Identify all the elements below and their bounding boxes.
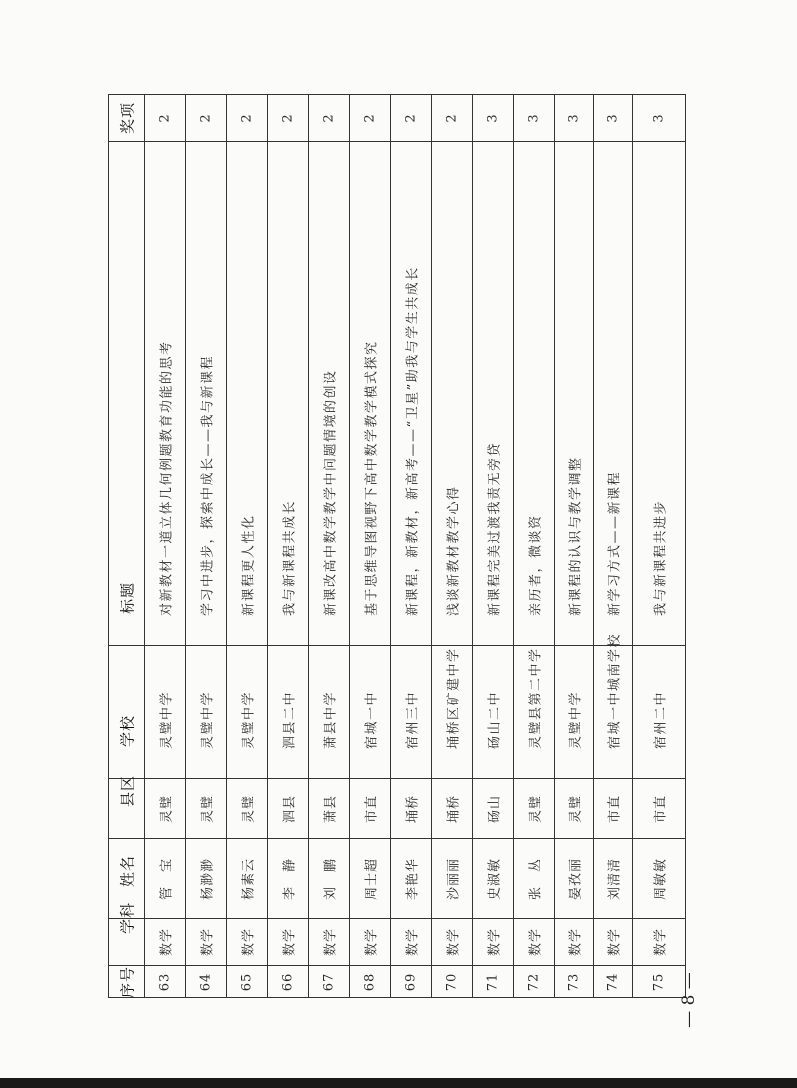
award-value: 2 <box>157 113 173 123</box>
county-cell <box>555 779 594 839</box>
county-cell <box>145 779 186 839</box>
county-value: 灵璧 <box>568 794 584 823</box>
title-row <box>109 142 686 646</box>
county-value: 市直 <box>653 794 669 823</box>
seq-value: 71 <box>485 972 501 991</box>
school-value: 萧县中学 <box>323 690 339 749</box>
subject-value: 数学 <box>653 927 669 957</box>
school-value: 泗县二中 <box>282 690 298 749</box>
award-cell <box>391 95 432 142</box>
header-county-cell <box>109 774 145 839</box>
award-cell <box>633 95 686 142</box>
subject-cell <box>633 919 686 966</box>
school-cell <box>432 646 473 779</box>
school-value: 宿州二中 <box>653 690 669 749</box>
subject-cell <box>309 919 350 966</box>
seq-cell <box>514 966 555 998</box>
awards-table <box>108 94 686 998</box>
seq-cell <box>350 966 391 998</box>
school-cell <box>309 646 350 779</box>
subject-cell <box>268 919 309 966</box>
school-cell <box>227 646 268 779</box>
county-value: 灵璧 <box>241 794 257 823</box>
title-cell <box>227 142 268 646</box>
seq-value: 72 <box>526 972 542 991</box>
award-cell <box>268 95 309 142</box>
county-cell <box>186 779 227 839</box>
award-value: 3 <box>651 113 667 123</box>
award-value: 2 <box>403 113 419 123</box>
seq-cell <box>594 966 633 998</box>
subject-cell <box>594 919 633 966</box>
school-cell <box>186 646 227 779</box>
page-number-text: — 8 — <box>679 972 699 1028</box>
title-cell <box>391 142 432 646</box>
header-title: 标题 <box>118 581 136 614</box>
seq-cell <box>268 966 309 998</box>
header-school: 学校 <box>118 714 136 747</box>
name-value: 杨渺渺 <box>200 857 216 900</box>
county-value: 灵璧 <box>200 794 216 823</box>
title-cell <box>432 142 473 646</box>
award-cell <box>227 95 268 142</box>
name-value: 刘清清 <box>607 857 623 900</box>
seq-value: 66 <box>280 972 296 991</box>
county-cell <box>309 779 350 839</box>
award-cell <box>145 95 186 142</box>
name-value: 刘 鹏 <box>323 857 339 900</box>
award-value: 2 <box>362 113 378 123</box>
name-cell <box>594 839 633 919</box>
school-cell <box>633 646 686 779</box>
name-value: 管 宝 <box>159 857 175 900</box>
title-value: 新课程完美过渡我责无旁贷 <box>487 441 503 616</box>
county-cell <box>633 779 686 839</box>
county-cell <box>227 779 268 839</box>
name-cell <box>350 839 391 919</box>
county-value: 埇桥 <box>405 794 421 823</box>
seq-value: 73 <box>566 972 582 991</box>
title-cell <box>555 142 594 646</box>
name-value: 晏孜丽 <box>568 857 584 900</box>
subject-cell <box>186 919 227 966</box>
name-value: 周敏敏 <box>653 857 669 900</box>
name-value: 张 丛 <box>528 857 544 900</box>
subject-value: 数学 <box>241 927 257 957</box>
school-value: 宿城一中城南学校 <box>607 632 623 749</box>
seq-value: 75 <box>651 972 667 991</box>
title-value: 新课改高中数学教学中问题情境的创设 <box>323 369 339 616</box>
award-cell <box>350 95 391 142</box>
school-cell <box>350 646 391 779</box>
subject-cell <box>391 919 432 966</box>
school-value: 灵璧中学 <box>241 690 257 749</box>
county-value: 灵璧 <box>159 794 175 823</box>
school-cell <box>555 646 594 779</box>
award-value: 2 <box>198 113 214 123</box>
subject-cell <box>145 919 186 966</box>
school-cell <box>514 646 555 779</box>
seq-cell <box>145 966 186 998</box>
school-cell <box>145 646 186 779</box>
header-seq: 序号 <box>118 965 136 998</box>
header-county: 县区 <box>118 774 136 807</box>
award-cell <box>473 95 514 142</box>
county-value: 萧县 <box>323 794 339 823</box>
subject-cell <box>514 919 555 966</box>
award-value: 2 <box>280 113 296 123</box>
subject-value: 数学 <box>487 927 503 957</box>
name-value: 杨素云 <box>241 857 257 900</box>
name-cell <box>268 839 309 919</box>
name-cell <box>633 839 686 919</box>
title-value: 浅谈新教材教学心得 <box>446 485 462 616</box>
seq-cell <box>227 966 268 998</box>
school-cell <box>391 646 432 779</box>
title-value: 新课程，新教材，新高考——“卫星”助我与学生共成长 <box>405 266 421 616</box>
school-cell <box>268 646 309 779</box>
award-value: 2 <box>239 113 255 123</box>
award-value: 3 <box>605 113 621 123</box>
header-school-cell <box>109 646 145 779</box>
title-value: 我与新课程共进步 <box>653 499 669 616</box>
county-row <box>109 779 686 839</box>
county-value: 砀山 <box>487 794 503 823</box>
award-value: 2 <box>444 113 460 123</box>
title-value: 基于思维导图视野下高中数学教学模式探究 <box>364 340 380 616</box>
award-cell <box>432 95 473 142</box>
school-value: 灵璧县第二中学 <box>528 647 544 749</box>
subject-value: 数学 <box>607 927 623 957</box>
name-value: 史淑敏 <box>487 857 503 900</box>
school-value: 灵璧中学 <box>200 690 216 749</box>
subject-value: 数学 <box>200 927 216 957</box>
title-cell <box>309 142 350 646</box>
subject-cell <box>432 919 473 966</box>
title-value: 新课程更人性化 <box>241 514 257 616</box>
seq-cell <box>309 966 350 998</box>
award-row <box>109 95 686 142</box>
name-value: 沙丽丽 <box>446 857 462 900</box>
subject-value: 数学 <box>528 927 544 957</box>
name-cell <box>432 839 473 919</box>
school-value: 埇桥区矿建中学 <box>446 647 462 749</box>
title-cell <box>268 142 309 646</box>
award-value: 3 <box>485 113 501 123</box>
header-name: 姓名 <box>118 854 136 887</box>
name-cell <box>473 839 514 919</box>
header-award: 奖项 <box>118 101 136 135</box>
seq-value: 69 <box>403 972 419 991</box>
seq-cell <box>186 966 227 998</box>
seq-value: 65 <box>239 972 255 991</box>
header-subject-cell <box>109 901 145 966</box>
name-cell <box>227 839 268 919</box>
header-title-cell <box>109 142 145 646</box>
school-cell <box>473 646 514 779</box>
title-value: 新学习方式——新课程 <box>607 470 623 616</box>
header-seq-cell <box>109 966 145 998</box>
county-cell <box>473 779 514 839</box>
subject-value: 数学 <box>364 927 380 957</box>
county-cell <box>432 779 473 839</box>
title-cell <box>186 142 227 646</box>
subject-value: 数学 <box>446 927 462 957</box>
county-value: 埇桥 <box>446 794 462 823</box>
name-cell <box>514 839 555 919</box>
county-cell <box>268 779 309 839</box>
title-cell <box>145 142 186 646</box>
title-cell <box>594 142 633 646</box>
award-value: 3 <box>526 113 542 123</box>
subject-row <box>109 919 686 966</box>
county-value: 市直 <box>364 794 380 823</box>
seq-cell <box>391 966 432 998</box>
name-cell <box>186 839 227 919</box>
name-value: 李 静 <box>282 857 298 900</box>
school-row <box>109 646 686 779</box>
school-value: 砀山二中 <box>487 690 503 749</box>
title-cell <box>350 142 391 646</box>
scan-bottom-edge <box>0 1078 797 1088</box>
title-cell <box>473 142 514 646</box>
title-value: 学习中进步，探索中成长——我与新课程 <box>200 354 216 616</box>
page-number <box>677 960 701 1040</box>
seq-cell <box>473 966 514 998</box>
subject-value: 数学 <box>568 927 584 957</box>
seq-value: 68 <box>362 972 378 991</box>
title-cell <box>633 142 686 646</box>
school-value: 宿城一中 <box>364 690 380 749</box>
award-cell <box>186 95 227 142</box>
subject-value: 数学 <box>405 927 421 957</box>
name-value: 李艳华 <box>405 857 421 900</box>
subject-cell <box>473 919 514 966</box>
subject-value: 数学 <box>282 927 298 957</box>
name-cell <box>145 839 186 919</box>
title-value: 亲历者，微谈资 <box>528 514 544 616</box>
subject-value: 数学 <box>323 927 339 957</box>
subject-value: 数学 <box>159 927 175 957</box>
school-value: 宿州三中 <box>405 690 421 749</box>
award-cell <box>309 95 350 142</box>
title-cell <box>514 142 555 646</box>
name-cell <box>555 839 594 919</box>
title-value: 新课程的认识与教学调整 <box>568 456 584 616</box>
award-cell <box>514 95 555 142</box>
subject-cell <box>555 919 594 966</box>
seq-value: 74 <box>605 972 621 991</box>
name-row <box>109 839 686 919</box>
seq-value: 67 <box>321 972 337 991</box>
subject-cell <box>227 919 268 966</box>
school-cell <box>594 632 633 779</box>
award-cell <box>555 95 594 142</box>
county-cell <box>514 779 555 839</box>
seq-cell <box>555 966 594 998</box>
award-value: 2 <box>321 113 337 123</box>
title-value: 我与新课程共成长 <box>282 499 298 616</box>
county-cell <box>391 779 432 839</box>
school-value: 灵璧中学 <box>159 690 175 749</box>
seq-value: 63 <box>157 972 173 991</box>
county-value: 市直 <box>607 794 623 823</box>
title-value: 对新教材一道立体几何例题教育功能的思考 <box>159 340 175 616</box>
award-value: 3 <box>566 113 582 123</box>
header-subject: 学科 <box>118 901 136 934</box>
subject-cell <box>350 919 391 966</box>
seq-value: 64 <box>198 972 214 991</box>
school-value: 灵璧中学 <box>568 690 584 749</box>
seq-value: 70 <box>444 972 460 991</box>
header-award-cell <box>109 95 145 142</box>
award-cell <box>594 95 633 142</box>
name-value: 周士超 <box>364 857 380 900</box>
county-cell <box>594 779 633 839</box>
seq-row <box>109 966 686 998</box>
county-value: 泗县 <box>282 794 298 823</box>
name-cell <box>391 839 432 919</box>
seq-cell <box>432 966 473 998</box>
name-cell <box>309 839 350 919</box>
county-value: 灵璧 <box>528 794 544 823</box>
county-cell <box>350 779 391 839</box>
